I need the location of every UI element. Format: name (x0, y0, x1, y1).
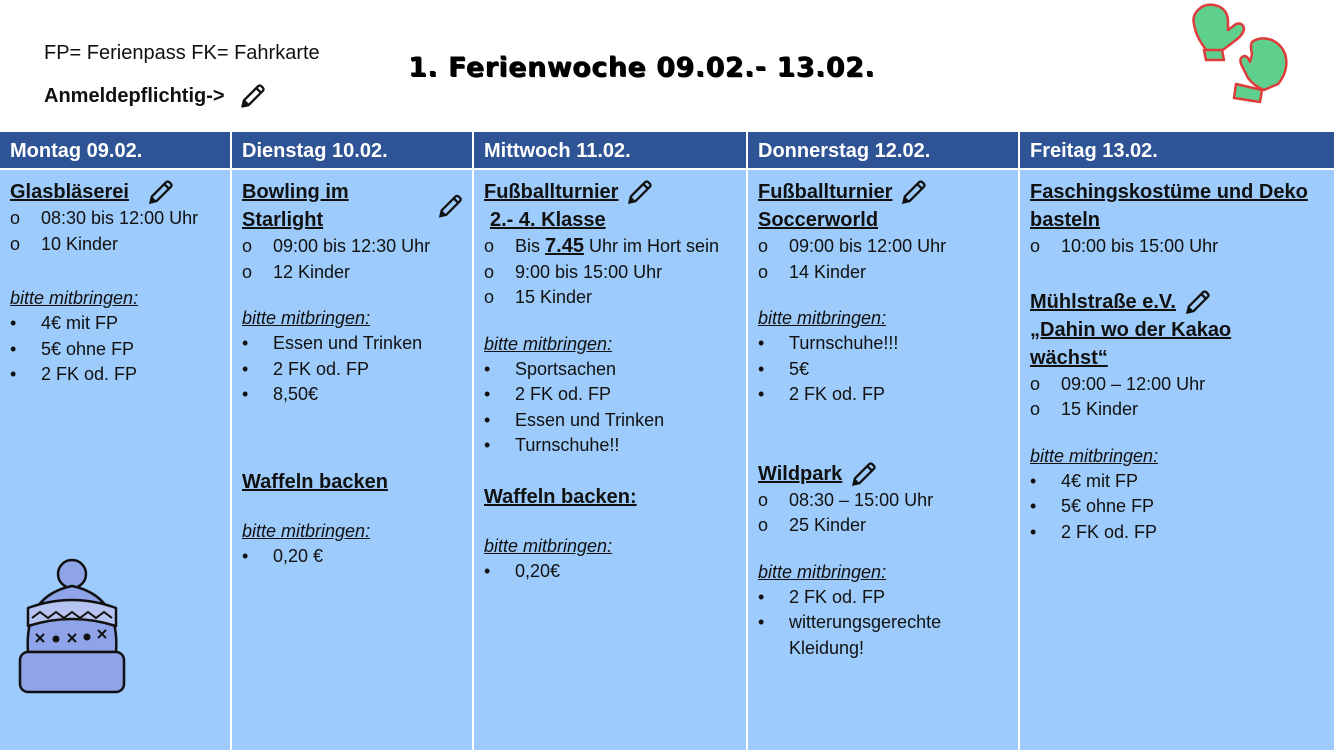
event-subtitle: 2.- 4. Klasse (490, 209, 606, 231)
bring-label: bitte mitbringen: (242, 308, 371, 328)
day-body (474, 170, 746, 750)
list-item: • 2 FK od. FP (484, 384, 612, 404)
bring-label: bitte mitbringen: (758, 308, 887, 328)
event-title (758, 178, 1010, 206)
list-item: o 10:00 bis 15:00 Uhr (1030, 236, 1219, 256)
list-item: • Turnschuhe!! (484, 435, 620, 455)
list-item: • 2 FK od. FP (758, 384, 886, 404)
list-item: • Turnschuhe!!! (758, 333, 899, 353)
list-item: • 0,20 € (242, 545, 324, 566)
list-item: o 09:00 bis 12:30 Uhr (242, 236, 431, 256)
pencil-icon (239, 82, 267, 110)
event-title (242, 178, 464, 234)
pencil-icon (147, 178, 175, 206)
list-item: • 8,50€ (242, 384, 319, 404)
event-title-text: Fußballturnier (758, 181, 893, 203)
mittens-icon (1186, 2, 1298, 110)
page-title: 1. Ferienwoche 09.02.- 13.02. (408, 52, 876, 83)
event-subtitle: „Dahin wo der Kakao (1030, 318, 1232, 341)
event-title-text: Glasbläserei (10, 181, 129, 203)
list-item: • 2 FK od. FP (1030, 521, 1158, 542)
list-item: o 12 Kinder (242, 261, 351, 282)
pencil-icon (1184, 288, 1212, 316)
event-title-text: Bowling im Starlight (242, 181, 349, 231)
list-item: • 0,20€ (484, 560, 561, 581)
list-item: o 15 Kinder (1030, 399, 1139, 419)
day-column-tuesday (232, 130, 474, 750)
event-title (758, 460, 1010, 488)
list-item: o 15 Kinder (484, 287, 593, 307)
day-column-friday (1020, 130, 1334, 750)
list-item: • 2 FK od. FP (242, 358, 370, 379)
week-schedule-table (0, 130, 1334, 750)
day-column-thursday (748, 130, 1020, 750)
pencil-icon (437, 192, 464, 220)
event-title (242, 468, 464, 496)
bring-label: bitte mitbringen: (758, 561, 887, 582)
bring-label: bitte mitbringen: (10, 288, 139, 308)
list-item: o 25 Kinder (758, 515, 867, 535)
list-item: • 4€ mit FP (1030, 470, 1139, 491)
event-title-line2: basteln (1030, 209, 1101, 231)
list-item: • 4€ mit FP (10, 313, 119, 333)
bring-label: bitte mitbringen: (484, 535, 613, 556)
day-header: Freitag 13.02. (1020, 130, 1334, 170)
event-title-text: Waffeln backen (242, 470, 388, 493)
day-header: Donnerstag 12.02. (748, 130, 1018, 170)
list-item: • 5€ ohne FP (10, 338, 135, 359)
list-item: o 09:00 – 12:00 Uhr (1030, 373, 1206, 394)
list-item: • Essen und Trinken (242, 333, 423, 353)
day-header: Montag 09.02. (0, 130, 230, 170)
event-subtitle: Soccerworld (758, 209, 879, 231)
day-header: Dienstag 10.02. (232, 130, 472, 170)
list-item: • Sportsachen (484, 358, 617, 379)
event-subtitle-line2: wächst“ (1030, 346, 1108, 369)
bring-label: bitte mitbringen: (1030, 445, 1159, 466)
pencil-icon (850, 460, 878, 488)
pencil-icon (626, 178, 654, 206)
legend-registration-label: Anmeldepflichtig-> (44, 84, 225, 107)
list-item: o 14 Kinder (758, 261, 867, 282)
day-column-wednesday (474, 130, 748, 750)
event-title (484, 483, 738, 511)
list-item: o 9:00 bis 15:00 Uhr (484, 261, 663, 282)
bring-label: bitte mitbringen: (484, 333, 613, 354)
list-item: o 08:30 bis 12:00 Uhr (10, 208, 199, 228)
day-body (748, 170, 1018, 750)
day-header: Mittwoch 11.02. (474, 130, 746, 170)
list-item: o 08:30 – 15:00 Uhr (758, 489, 934, 510)
day-body (1020, 170, 1334, 750)
list-item: Kleidung! (789, 637, 865, 658)
winter-hat-icon (14, 556, 130, 698)
list-item: • 5€ ohne FP (1030, 496, 1155, 516)
event-title-text: Mühlstraße e.V. (1030, 290, 1176, 313)
list-item: • Essen und Trinken (484, 409, 665, 430)
event-title: Faschingskostüme und Deko (1030, 181, 1308, 203)
legend-registration (44, 82, 267, 110)
event-title-text: Fußballturnier (484, 181, 619, 203)
list-item: • 5€ (758, 358, 810, 379)
day-body (232, 170, 472, 750)
pencil-icon (900, 178, 928, 206)
event-title (484, 178, 738, 206)
list-item: o 09:00 bis 12:00 Uhr (758, 236, 947, 256)
event-title-text: Waffeln backen: (484, 485, 637, 508)
list-item: o Bis 7.45 Uhr im Hort sein (484, 235, 719, 257)
legend-abbreviations: FP= Ferienpass FK= Fahrkarte (44, 42, 320, 64)
list-item: o 10 Kinder (10, 233, 119, 254)
list-item: • witterungsgerechte (758, 612, 942, 632)
bring-label: bitte mitbringen: (242, 520, 371, 541)
event-title-text: Wildpark (758, 462, 843, 485)
list-item: • 2 FK od. FP (10, 364, 138, 384)
list-item: • 2 FK od. FP (758, 586, 886, 607)
event-title (1030, 288, 1326, 316)
event-title (10, 178, 222, 206)
